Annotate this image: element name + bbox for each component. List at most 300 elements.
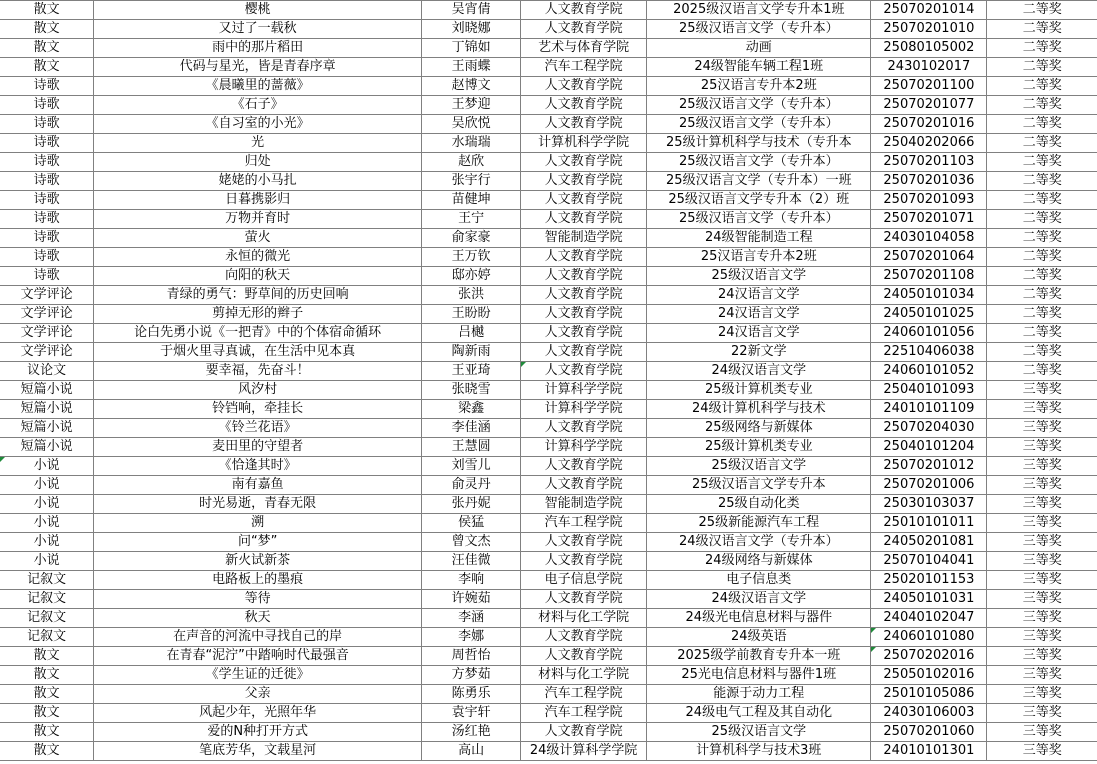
title-cell[interactable]: 永恒的微光 — [94, 248, 422, 267]
class-cell[interactable]: 25级汉语言文学（专升本）一班 — [647, 172, 871, 191]
title-cell[interactable]: 麦田里的守望者 — [94, 438, 422, 457]
author-cell[interactable]: 高山 — [422, 742, 521, 761]
college-cell[interactable]: 人文教育学院 — [520, 77, 646, 96]
title-cell[interactable]: 《学生证的迁徙》 — [94, 666, 422, 685]
title-cell[interactable]: 姥姥的小马扎 — [94, 172, 422, 191]
college-cell[interactable]: 汽车工程学院 — [520, 685, 646, 704]
student-id-cell[interactable]: 25070201103 — [871, 153, 987, 172]
category-cell[interactable]: 文学评论 — [0, 305, 94, 324]
award-cell[interactable]: 二等奖 — [987, 20, 1097, 39]
author-cell[interactable]: 袁宇轩 — [422, 704, 521, 723]
author-cell[interactable]: 王盼盼 — [422, 305, 521, 324]
author-cell[interactable]: 王万钦 — [422, 248, 521, 267]
student-id-cell[interactable]: 25030103037 — [871, 495, 987, 514]
category-cell[interactable]: 短篇小说 — [0, 381, 94, 400]
award-cell[interactable]: 二等奖 — [987, 58, 1097, 77]
author-cell[interactable]: 李涵 — [422, 609, 521, 628]
author-cell[interactable]: 张洪 — [422, 286, 521, 305]
student-id-cell[interactable]: 25070201016 — [871, 115, 987, 134]
award-cell[interactable]: 二等奖 — [987, 39, 1097, 58]
class-cell[interactable]: 2025级汉语言文学专升本1班 — [647, 1, 871, 20]
author-cell[interactable]: 吴宵倩 — [422, 1, 521, 20]
table-row — [0, 723, 1097, 742]
award-cell[interactable]: 二等奖 — [987, 229, 1097, 248]
category-cell[interactable]: 散文 — [0, 704, 94, 723]
award-cell[interactable]: 三等奖 — [987, 742, 1097, 761]
college-cell[interactable]: 材料与化工学院 — [520, 609, 646, 628]
college-cell[interactable]: 人文教育学院 — [520, 191, 646, 210]
category-cell[interactable]: 散文 — [0, 1, 94, 20]
award-cell[interactable]: 二等奖 — [987, 248, 1097, 267]
class-cell[interactable]: 25级自动化类 — [647, 495, 871, 514]
student-id-cell[interactable]: 25040101204 — [871, 438, 987, 457]
award-cell[interactable]: 二等奖 — [987, 324, 1097, 343]
table-row — [0, 704, 1097, 723]
award-cell[interactable]: 三等奖 — [987, 438, 1097, 457]
category-cell[interactable]: 小说 — [0, 514, 94, 533]
class-cell[interactable]: 22新文学 — [647, 343, 871, 362]
category-cell[interactable]: 记叙文 — [0, 628, 94, 647]
college-cell[interactable]: 人文教育学院 — [520, 1, 646, 20]
student-id-cell[interactable]: 25070202016 — [871, 647, 987, 666]
college-cell[interactable]: 人文教育学院 — [520, 172, 646, 191]
award-cell[interactable]: 二等奖 — [987, 96, 1097, 115]
class-cell[interactable]: 25级新能源汽车工程 — [647, 514, 871, 533]
class-cell[interactable]: 24级英语 — [647, 628, 871, 647]
category-cell[interactable]: 短篇小说 — [0, 438, 94, 457]
category-cell[interactable]: 散文 — [0, 666, 94, 685]
category-cell[interactable]: 文学评论 — [0, 343, 94, 362]
college-cell[interactable]: 人文教育学院 — [520, 248, 646, 267]
author-cell[interactable]: 张晓雪 — [422, 381, 521, 400]
class-cell[interactable]: 25级计算机科学与技术（专升本 — [647, 134, 871, 153]
class-cell[interactable]: 25汉语言专升本2班 — [647, 77, 871, 96]
category-cell[interactable]: 散文 — [0, 647, 94, 666]
table-row — [0, 419, 1097, 438]
student-id-cell[interactable]: 25070201060 — [871, 723, 987, 742]
title-cell[interactable]: 光 — [94, 134, 422, 153]
category-cell[interactable]: 散文 — [0, 685, 94, 704]
student-id-cell[interactable]: 24060101080 — [871, 628, 987, 647]
title-cell[interactable]: 青绿的勇气：野草间的历史回响 — [94, 286, 422, 305]
award-cell[interactable]: 二等奖 — [987, 115, 1097, 134]
table-row — [0, 286, 1097, 305]
category-cell[interactable]: 诗歌 — [0, 191, 94, 210]
college-cell[interactable]: 人文教育学院 — [520, 533, 646, 552]
author-cell[interactable]: 刘雪儿 — [422, 457, 521, 476]
student-id-cell[interactable]: 25050102016 — [871, 666, 987, 685]
class-cell[interactable]: 24级智能制造工程 — [647, 229, 871, 248]
class-cell[interactable]: 25汉语言专升本2班 — [647, 248, 871, 267]
author-cell[interactable]: 汪佳微 — [422, 552, 521, 571]
student-id-cell[interactable]: 24050201081 — [871, 533, 987, 552]
student-id-cell[interactable]: 24010101109 — [871, 400, 987, 419]
title-cell[interactable]: 万物并育时 — [94, 210, 422, 229]
college-cell[interactable]: 人文教育学院 — [520, 153, 646, 172]
category-cell[interactable]: 短篇小说 — [0, 419, 94, 438]
class-cell[interactable]: 25级汉语言文学 — [647, 723, 871, 742]
class-cell[interactable]: 25级汉语言文学（专升本） — [647, 153, 871, 172]
award-cell[interactable]: 三等奖 — [987, 514, 1097, 533]
college-cell[interactable]: 人文教育学院 — [520, 628, 646, 647]
class-cell[interactable]: 25光电信息材料与器件1班 — [647, 666, 871, 685]
college-cell[interactable]: 智能制造学院 — [520, 495, 646, 514]
student-id-cell[interactable]: 24030104058 — [871, 229, 987, 248]
table-row — [0, 514, 1097, 533]
college-cell[interactable]: 汽车工程学院 — [520, 704, 646, 723]
award-cell[interactable]: 二等奖 — [987, 172, 1097, 191]
award-cell[interactable]: 三等奖 — [987, 552, 1097, 571]
student-id-cell[interactable]: 24040102047 — [871, 609, 987, 628]
college-cell[interactable]: 人文教育学院 — [520, 476, 646, 495]
class-cell[interactable]: 24汉语言文学 — [647, 324, 871, 343]
category-cell[interactable]: 诗歌 — [0, 229, 94, 248]
author-cell[interactable]: 侯猛 — [422, 514, 521, 533]
college-cell[interactable]: 人文教育学院 — [520, 723, 646, 742]
student-id-cell[interactable]: 25070201036 — [871, 172, 987, 191]
college-cell[interactable]: 人文教育学院 — [520, 267, 646, 286]
college-cell[interactable]: 计算机科学学院 — [520, 134, 646, 153]
class-cell[interactable]: 24级电气工程及其自动化 — [647, 704, 871, 723]
class-cell[interactable]: 24汉语言文学 — [647, 305, 871, 324]
class-cell[interactable]: 25级汉语言文学（专升本） — [647, 20, 871, 39]
category-cell[interactable]: 诗歌 — [0, 210, 94, 229]
award-cell[interactable]: 二等奖 — [987, 153, 1097, 172]
college-cell[interactable]: 计算科学学院 — [520, 438, 646, 457]
college-cell[interactable]: 24级计算科学学院 — [520, 742, 646, 761]
author-cell[interactable]: 李响 — [422, 571, 521, 590]
category-cell[interactable]: 诗歌 — [0, 153, 94, 172]
title-cell[interactable]: 剪掉无形的辫子 — [94, 305, 422, 324]
class-cell[interactable]: 25级汉语言文学 — [647, 457, 871, 476]
title-cell[interactable]: 又过了一载秋 — [94, 20, 422, 39]
table-row — [0, 438, 1097, 457]
category-cell[interactable]: 文学评论 — [0, 324, 94, 343]
table-row — [0, 685, 1097, 704]
author-cell[interactable]: 苗健坤 — [422, 191, 521, 210]
class-cell[interactable]: 24级光电信息材料与器件 — [647, 609, 871, 628]
category-cell[interactable]: 散文 — [0, 723, 94, 742]
title-cell[interactable]: 父亲 — [94, 685, 422, 704]
class-cell[interactable]: 25级汉语言文学（专升本） — [647, 115, 871, 134]
title-cell[interactable]: 问“梦” — [94, 533, 422, 552]
title-cell[interactable]: 于烟火里寻真诚，在生活中见本真 — [94, 343, 422, 362]
award-cell[interactable]: 二等奖 — [987, 134, 1097, 153]
category-cell[interactable]: 记叙文 — [0, 571, 94, 590]
category-cell[interactable]: 散文 — [0, 742, 94, 761]
class-cell[interactable]: 电子信息类 — [647, 571, 871, 590]
class-cell[interactable]: 24级汉语言文学 — [647, 362, 871, 381]
award-cell[interactable]: 二等奖 — [987, 267, 1097, 286]
college-cell[interactable]: 人文教育学院 — [520, 115, 646, 134]
title-cell[interactable]: 《晨曦里的蔷薇》 — [94, 77, 422, 96]
table-row — [0, 153, 1097, 172]
author-cell[interactable]: 王雨蝶 — [422, 58, 521, 77]
category-cell[interactable]: 散文 — [0, 39, 94, 58]
college-cell[interactable]: 人文教育学院 — [520, 20, 646, 39]
author-cell[interactable]: 曾文杰 — [422, 533, 521, 552]
student-id-cell[interactable]: 25070104041 — [871, 552, 987, 571]
student-id-cell[interactable]: 25070201093 — [871, 191, 987, 210]
category-cell[interactable]: 小说 — [0, 476, 94, 495]
award-cell[interactable]: 三等奖 — [987, 400, 1097, 419]
award-cell[interactable]: 三等奖 — [987, 571, 1097, 590]
author-cell[interactable]: 周哲怡 — [422, 647, 521, 666]
category-cell[interactable]: 记叙文 — [0, 609, 94, 628]
award-cell[interactable]: 二等奖 — [987, 1, 1097, 20]
table-row — [0, 533, 1097, 552]
title-cell[interactable]: 《恰逢其时》 — [94, 457, 422, 476]
student-id-cell[interactable]: 25070201006 — [871, 476, 987, 495]
class-cell[interactable]: 24级网络与新媒体 — [647, 552, 871, 571]
college-cell[interactable]: 人文教育学院 — [520, 647, 646, 666]
student-id-cell[interactable]: 24050101034 — [871, 286, 987, 305]
title-cell[interactable]: 电路板上的墨痕 — [94, 571, 422, 590]
category-cell[interactable]: 小说 — [0, 533, 94, 552]
class-cell[interactable]: 24级智能车辆工程1班 — [647, 58, 871, 77]
category-cell[interactable]: 短篇小说 — [0, 400, 94, 419]
student-id-cell[interactable]: 24030106003 — [871, 704, 987, 723]
title-cell[interactable]: 代码与星光，皆是青春序章 — [94, 58, 422, 77]
table-row — [0, 628, 1097, 647]
author-cell[interactable]: 俞灵丹 — [422, 476, 521, 495]
title-cell[interactable]: 铃铛响，牵挂长 — [94, 400, 422, 419]
award-cell[interactable]: 二等奖 — [987, 343, 1097, 362]
author-cell[interactable]: 赵欣 — [422, 153, 521, 172]
college-cell[interactable]: 人文教育学院 — [520, 286, 646, 305]
college-cell[interactable]: 人文教育学院 — [520, 305, 646, 324]
student-id-cell[interactable]: 24010101301 — [871, 742, 987, 761]
author-cell[interactable]: 张丹妮 — [422, 495, 521, 514]
college-cell[interactable]: 计算科学学院 — [520, 400, 646, 419]
student-id-cell[interactable]: 24050101031 — [871, 590, 987, 609]
college-cell[interactable]: 计算科学学院 — [520, 381, 646, 400]
student-id-cell[interactable]: 25080105002 — [871, 39, 987, 58]
college-cell[interactable]: 人文教育学院 — [520, 590, 646, 609]
table-row — [0, 571, 1097, 590]
class-cell[interactable]: 25级汉语言文学 — [647, 267, 871, 286]
title-cell[interactable]: 秋天 — [94, 609, 422, 628]
table-body — [0, 1, 1097, 761]
class-cell[interactable]: 25级计算机类专业 — [647, 438, 871, 457]
college-cell[interactable]: 艺术与体育学院 — [520, 39, 646, 58]
author-cell[interactable]: 丁锦如 — [422, 39, 521, 58]
title-cell[interactable]: 溯 — [94, 514, 422, 533]
college-cell[interactable]: 汽车工程学院 — [520, 58, 646, 77]
title-cell[interactable]: 风起少年，光照年华 — [94, 704, 422, 723]
award-cell[interactable]: 三等奖 — [987, 381, 1097, 400]
award-cell[interactable]: 三等奖 — [987, 628, 1097, 647]
student-id-cell[interactable]: 25040101093 — [871, 381, 987, 400]
award-cell[interactable]: 二等奖 — [987, 305, 1097, 324]
category-cell[interactable]: 散文 — [0, 20, 94, 39]
table-row — [0, 58, 1097, 77]
award-cell[interactable]: 三等奖 — [987, 495, 1097, 514]
author-cell[interactable]: 许婉茹 — [422, 590, 521, 609]
student-id-cell[interactable]: 25010101011 — [871, 514, 987, 533]
table-row — [0, 210, 1097, 229]
class-cell[interactable]: 25级计算机类专业 — [647, 381, 871, 400]
title-cell[interactable]: 《自习室的小光》 — [94, 115, 422, 134]
class-cell[interactable]: 能源于动力工程 — [647, 685, 871, 704]
student-id-cell[interactable]: 22510406038 — [871, 343, 987, 362]
author-cell[interactable]: 吴欣悦 — [422, 115, 521, 134]
author-cell[interactable]: 梁鑫 — [422, 400, 521, 419]
college-cell[interactable]: 人文教育学院 — [520, 343, 646, 362]
student-id-cell[interactable]: 25020101153 — [871, 571, 987, 590]
title-cell[interactable]: 论白先勇小说《一把青》中的个体宿命循环 — [94, 324, 422, 343]
table-row — [0, 647, 1097, 666]
category-cell[interactable]: 小说 — [0, 552, 94, 571]
student-id-cell[interactable]: 25070201077 — [871, 96, 987, 115]
college-cell[interactable]: 人文教育学院 — [520, 96, 646, 115]
table-row — [0, 552, 1097, 571]
award-cell[interactable]: 三等奖 — [987, 476, 1097, 495]
author-cell[interactable]: 李佳涵 — [422, 419, 521, 438]
class-cell[interactable]: 25级汉语言文学专升本（2）班 — [647, 191, 871, 210]
title-cell[interactable]: 要幸福，先奋斗！ — [94, 362, 422, 381]
author-cell[interactable]: 吕樾 — [422, 324, 521, 343]
table-row — [0, 115, 1097, 134]
class-cell[interactable]: 24级计算机科学与技术 — [647, 400, 871, 419]
class-cell[interactable]: 动画 — [647, 39, 871, 58]
college-cell[interactable]: 人文教育学院 — [520, 210, 646, 229]
title-cell[interactable]: 爱的N种打开方式 — [94, 723, 422, 742]
author-cell[interactable]: 张宇行 — [422, 172, 521, 191]
award-cell[interactable]: 二等奖 — [987, 191, 1097, 210]
award-cell[interactable]: 三等奖 — [987, 609, 1097, 628]
title-cell[interactable]: 《铃兰花语》 — [94, 419, 422, 438]
title-cell[interactable]: 樱桃 — [94, 1, 422, 20]
student-id-cell[interactable]: 25070201108 — [871, 267, 987, 286]
category-cell[interactable]: 议论文 — [0, 362, 94, 381]
title-cell[interactable]: 《石子》 — [94, 96, 422, 115]
author-cell[interactable]: 王梦迎 — [422, 96, 521, 115]
college-cell[interactable]: 人文教育学院 — [520, 362, 646, 381]
author-cell[interactable]: 赵博文 — [422, 77, 521, 96]
author-cell[interactable]: 王宁 — [422, 210, 521, 229]
author-cell[interactable]: 俞家豪 — [422, 229, 521, 248]
student-id-cell[interactable]: 25070201012 — [871, 457, 987, 476]
class-cell[interactable]: 24汉语言文学 — [647, 286, 871, 305]
class-cell[interactable]: 24级汉语言文学 — [647, 590, 871, 609]
title-cell[interactable]: 雨中的那片稻田 — [94, 39, 422, 58]
category-cell[interactable]: 记叙文 — [0, 590, 94, 609]
award-cell[interactable]: 三等奖 — [987, 533, 1097, 552]
category-cell[interactable]: 诗歌 — [0, 115, 94, 134]
title-cell[interactable]: 日暮携影归 — [94, 191, 422, 210]
student-id-cell[interactable]: 24060101056 — [871, 324, 987, 343]
title-cell[interactable]: 新火试新茶 — [94, 552, 422, 571]
student-id-cell[interactable]: 24050101025 — [871, 305, 987, 324]
author-cell[interactable]: 邸亦婷 — [422, 267, 521, 286]
author-cell[interactable]: 刘晓娜 — [422, 20, 521, 39]
student-id-cell[interactable]: 25070201100 — [871, 77, 987, 96]
category-cell[interactable]: 诗歌 — [0, 267, 94, 286]
title-cell[interactable]: 在青春“泥泞”中踏响时代最强音 — [94, 647, 422, 666]
student-id-cell[interactable]: 25040202066 — [871, 134, 987, 153]
award-cell[interactable]: 三等奖 — [987, 666, 1097, 685]
college-cell[interactable]: 汽车工程学院 — [520, 514, 646, 533]
title-cell[interactable]: 笔底芳华，文载星河 — [94, 742, 422, 761]
award-cell[interactable]: 二等奖 — [987, 210, 1097, 229]
award-cell[interactable]: 三等奖 — [987, 685, 1097, 704]
college-cell[interactable]: 人文教育学院 — [520, 324, 646, 343]
class-cell[interactable]: 25级网络与新媒体 — [647, 419, 871, 438]
college-cell[interactable]: 人文教育学院 — [520, 552, 646, 571]
student-id-cell[interactable]: 24060101052 — [871, 362, 987, 381]
category-cell[interactable]: 诗歌 — [0, 77, 94, 96]
student-id-cell[interactable]: 2430102017 — [871, 58, 987, 77]
award-cell[interactable]: 三等奖 — [987, 704, 1097, 723]
college-cell[interactable]: 人文教育学院 — [520, 457, 646, 476]
student-id-cell[interactable]: 25070201064 — [871, 248, 987, 267]
class-cell[interactable]: 24级汉语言文学（专升本） — [647, 533, 871, 552]
author-cell[interactable]: 李娜 — [422, 628, 521, 647]
student-id-cell[interactable]: 25070201010 — [871, 20, 987, 39]
table-row — [0, 343, 1097, 362]
author-cell[interactable]: 陈勇乐 — [422, 685, 521, 704]
category-cell[interactable]: 诗歌 — [0, 96, 94, 115]
author-cell[interactable]: 汤红艳 — [422, 723, 521, 742]
category-cell[interactable]: 小说 — [0, 457, 94, 476]
title-cell[interactable]: 风汐村 — [94, 381, 422, 400]
award-cell[interactable]: 二等奖 — [987, 286, 1097, 305]
title-cell[interactable]: 南有嘉鱼 — [94, 476, 422, 495]
table-row — [0, 1, 1097, 20]
student-id-cell[interactable]: 25010105086 — [871, 685, 987, 704]
award-cell[interactable]: 二等奖 — [987, 362, 1097, 381]
author-cell[interactable]: 水瑞瑞 — [422, 134, 521, 153]
title-cell[interactable]: 等待 — [94, 590, 422, 609]
award-cell[interactable]: 三等奖 — [987, 647, 1097, 666]
category-cell[interactable]: 诗歌 — [0, 172, 94, 191]
author-cell[interactable]: 陶新雨 — [422, 343, 521, 362]
student-id-cell[interactable]: 25070201071 — [871, 210, 987, 229]
title-cell[interactable]: 向阳的秋天 — [94, 267, 422, 286]
award-cell[interactable]: 三等奖 — [987, 590, 1097, 609]
student-id-cell[interactable]: 25070201014 — [871, 1, 987, 20]
class-cell[interactable]: 25级汉语言文学（专升本） — [647, 210, 871, 229]
class-cell[interactable]: 计算机科学与技术3班 — [647, 742, 871, 761]
college-cell[interactable]: 材料与化工学院 — [520, 666, 646, 685]
college-cell[interactable]: 智能制造学院 — [520, 229, 646, 248]
class-cell[interactable]: 25级汉语言文学（专升本） — [647, 96, 871, 115]
category-cell[interactable]: 诗歌 — [0, 134, 94, 153]
author-cell[interactable]: 王慧圆 — [422, 438, 521, 457]
title-cell[interactable]: 时光易逝，青春无限 — [94, 495, 422, 514]
author-cell[interactable]: 王亚琦 — [422, 362, 521, 381]
college-cell[interactable]: 人文教育学院 — [520, 419, 646, 438]
category-cell[interactable]: 诗歌 — [0, 248, 94, 267]
category-cell[interactable]: 文学评论 — [0, 286, 94, 305]
title-cell[interactable]: 萤火 — [94, 229, 422, 248]
student-id-cell[interactable]: 25070204030 — [871, 419, 987, 438]
author-cell[interactable]: 方梦茹 — [422, 666, 521, 685]
award-cell[interactable]: 三等奖 — [987, 457, 1097, 476]
title-cell[interactable]: 在声音的河流中寻找自己的岸 — [94, 628, 422, 647]
title-cell[interactable]: 归处 — [94, 153, 422, 172]
table-row — [0, 172, 1097, 191]
class-cell[interactable]: 2025级学前教育专升本一班 — [647, 647, 871, 666]
award-cell[interactable]: 三等奖 — [987, 419, 1097, 438]
category-cell[interactable]: 小说 — [0, 495, 94, 514]
category-cell[interactable]: 散文 — [0, 58, 94, 77]
award-cell[interactable]: 二等奖 — [987, 77, 1097, 96]
college-cell[interactable]: 电子信息学院 — [520, 571, 646, 590]
class-cell[interactable]: 25级汉语言文学专升本 — [647, 476, 871, 495]
award-cell[interactable]: 三等奖 — [987, 723, 1097, 742]
